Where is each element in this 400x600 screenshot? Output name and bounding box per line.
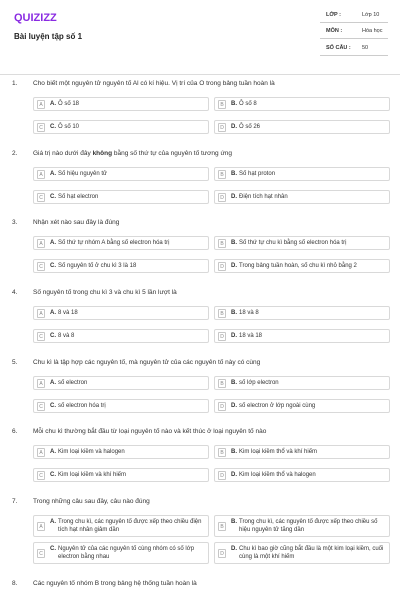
meta-value-class: Lớp 10 xyxy=(362,12,380,18)
question-number: 7. xyxy=(12,498,18,505)
option-letter: B xyxy=(218,448,226,457)
option-letter: C xyxy=(37,332,45,341)
option-letter: C xyxy=(37,471,45,480)
question-text-emphasis: không xyxy=(92,150,113,157)
option-text: 8 và 8 xyxy=(58,333,75,339)
meta-label-class: LỚP : xyxy=(326,12,341,18)
option-letter: B xyxy=(218,522,226,531)
option-key: A. xyxy=(50,449,56,455)
meta-divider xyxy=(320,38,388,39)
option-b[interactable] xyxy=(214,97,390,111)
option-key: C. xyxy=(50,403,56,409)
option-letter: A xyxy=(37,309,45,318)
option-letter: B xyxy=(218,170,226,179)
option-letter: A xyxy=(37,379,45,388)
option-text: Số hạt electron xyxy=(58,194,99,200)
option-key: D. xyxy=(231,546,237,552)
option-letter: B xyxy=(218,379,226,388)
option-text: Ô số 26 xyxy=(239,124,261,130)
option-a[interactable] xyxy=(33,236,209,250)
option-key: D. xyxy=(231,472,237,478)
option-letter: A xyxy=(37,170,45,179)
option-key: A. xyxy=(50,240,56,246)
option-key: D. xyxy=(231,403,237,409)
option-text: Số nguyên tố ở chu kì 3 là 18 xyxy=(58,263,137,269)
question-text-part: bằng số thứ tự của nguyên tố tương ứng xyxy=(112,150,233,157)
meta-label-count: SỐ CÂU : xyxy=(326,45,351,51)
option-letter: D xyxy=(218,402,226,411)
option-a[interactable] xyxy=(33,376,209,390)
option-text: Kim loại kiềm và khí hiếm xyxy=(58,472,127,478)
option-c[interactable] xyxy=(33,542,209,564)
question-text: Chu kì là tập hợp các nguyên tố, mà nguyên tử của các nguyên tố này có cùng xyxy=(33,359,261,366)
question-number: 5. xyxy=(12,359,18,366)
option-b[interactable] xyxy=(214,445,390,459)
option-b[interactable] xyxy=(214,515,390,537)
option-text: Nguyên tử của các nguyên tố cùng nhóm có số lớp electron bằng nhau xyxy=(58,546,195,560)
option-key: A. xyxy=(50,101,56,107)
question-text: Cho biết một nguyên tử nguyên tố Al có kí hiệu. Vị trí của O trong bảng tuần hoàn là xyxy=(33,80,275,87)
option-key: D. xyxy=(231,124,237,130)
option-letter: B xyxy=(218,309,226,318)
option-b[interactable] xyxy=(214,306,390,320)
meta-value-count: 50 xyxy=(362,45,369,51)
option-letter: A xyxy=(37,448,45,457)
option-a[interactable] xyxy=(33,445,209,459)
option-key: D. xyxy=(231,333,237,339)
option-key: A. xyxy=(50,310,56,316)
option-a[interactable] xyxy=(33,515,209,537)
option-key: B. xyxy=(231,449,237,455)
option-d[interactable] xyxy=(214,542,390,564)
option-letter: D xyxy=(218,262,226,271)
option-a[interactable] xyxy=(33,97,209,111)
option-text: Trong chu kì, các nguyên tố được xếp theo chiều điện tích hạt nhân giảm dần xyxy=(58,519,202,533)
question-number: 2. xyxy=(12,150,18,157)
question-text: Trong những câu sau đây, câu nào đúng xyxy=(33,498,150,505)
option-letter: A xyxy=(37,522,45,531)
option-d[interactable] xyxy=(214,329,390,343)
quizizz-logo xyxy=(14,10,60,24)
option-text: Trong chu kì, các nguyên tố được xếp theo chiều số hiệu nguyên tử tăng dần xyxy=(239,519,378,533)
question-text: Nhận xét nào sau đây là đúng xyxy=(33,219,120,226)
option-letter: D xyxy=(218,332,226,341)
svg-text:QUIZIZZ: QUIZIZZ xyxy=(14,12,57,24)
option-key: B. xyxy=(231,519,237,525)
option-d[interactable] xyxy=(214,259,390,273)
option-text: 18 và 8 xyxy=(239,310,259,316)
option-key: C. xyxy=(50,124,56,130)
option-text: 8 và 18 xyxy=(58,310,78,316)
option-text: Số thứ tự nhóm A bằng số electron hóa trị xyxy=(58,240,170,246)
option-b[interactable] xyxy=(214,167,390,181)
option-text: 18 và 18 xyxy=(239,333,263,339)
header-divider xyxy=(0,74,400,75)
option-key: B. xyxy=(231,310,237,316)
option-key: D. xyxy=(231,194,237,200)
option-key: A. xyxy=(50,519,56,525)
option-key: B. xyxy=(231,171,237,177)
option-key: B. xyxy=(231,380,237,386)
question-number: 4. xyxy=(12,289,18,296)
option-key: C. xyxy=(50,194,56,200)
option-letter: B xyxy=(218,100,226,109)
meta-value-subject: Hóa học xyxy=(362,28,383,34)
question-text: Mỗi chu kì thường bắt đầu từ loại nguyên tố nào và kết thúc ở loại nguyên tố nào xyxy=(33,428,267,435)
option-c[interactable] xyxy=(33,329,209,343)
option-c[interactable] xyxy=(33,190,209,204)
option-text: Kim loại kiềm và halogen xyxy=(58,449,125,455)
option-key: D. xyxy=(231,263,237,269)
option-key: C. xyxy=(50,546,56,552)
option-b[interactable] xyxy=(214,236,390,250)
option-key: A. xyxy=(50,171,56,177)
option-letter: D xyxy=(218,549,226,558)
option-text: số electron ở lớp ngoài cùng xyxy=(239,403,316,409)
option-text: Ô số 8 xyxy=(239,101,257,107)
option-key: C. xyxy=(50,263,56,269)
option-a[interactable] xyxy=(33,306,209,320)
option-c[interactable] xyxy=(33,120,209,134)
option-letter: C xyxy=(37,549,45,558)
question-number: 3. xyxy=(12,219,18,226)
option-letter: C xyxy=(37,123,45,132)
question-text: Số nguyên tố trong chu kì 3 và chu kì 5 lần lượt là xyxy=(33,289,177,296)
option-letter: D xyxy=(218,193,226,202)
option-text: số lớp electron xyxy=(239,380,279,386)
option-key: A. xyxy=(50,380,56,386)
option-key: B. xyxy=(231,240,237,246)
option-c[interactable] xyxy=(33,259,209,273)
meta-divider xyxy=(320,22,388,23)
option-key: B. xyxy=(231,101,237,107)
option-text: Kim loại kiềm thổ và halogen xyxy=(239,472,316,478)
option-text: Số hạt proton xyxy=(239,171,276,177)
option-text: Số hiệu nguyên tử xyxy=(58,171,108,177)
option-b[interactable] xyxy=(214,376,390,390)
option-d[interactable] xyxy=(214,120,390,134)
option-letter: A xyxy=(37,239,45,248)
option-text: Ô số 10 xyxy=(58,124,80,130)
option-a[interactable] xyxy=(33,167,209,181)
option-d[interactable] xyxy=(214,399,390,413)
question-text-part: Giá trị nào dưới đây xyxy=(33,150,93,157)
option-text: Ô số 18 xyxy=(58,101,80,107)
option-letter: D xyxy=(218,123,226,132)
quiz-title: Bài luyện tập số 1 xyxy=(14,32,83,41)
question-text: Các nguyên tố nhóm B trong bảng hệ thống tuần hoàn là xyxy=(33,580,197,587)
option-c[interactable] xyxy=(33,399,209,413)
option-text: Chu kì bao giờ cũng bắt đầu là một kim loại kiềm, cuối cùng là một khí hiếm xyxy=(239,546,384,560)
question-number: 1. xyxy=(12,80,18,87)
option-key: C. xyxy=(50,333,56,339)
question-number: 6. xyxy=(12,428,18,435)
option-text: số electron hóa trị xyxy=(58,403,106,409)
question-text xyxy=(33,150,232,157)
option-d[interactable] xyxy=(214,468,390,482)
option-letter: C xyxy=(37,262,45,271)
option-letter: D xyxy=(218,471,226,480)
option-d[interactable] xyxy=(214,190,390,204)
option-letter: C xyxy=(37,193,45,202)
option-text: Số thứ tự chu kì bằng số electron hóa trị xyxy=(239,240,347,246)
meta-divider xyxy=(320,55,388,56)
option-letter: C xyxy=(37,402,45,411)
meta-label-subject: MÔN : xyxy=(326,28,343,34)
question-number: 8. xyxy=(12,580,18,587)
option-letter: A xyxy=(37,100,45,109)
option-key: C. xyxy=(50,472,56,478)
worksheet-header xyxy=(0,0,400,75)
option-text: số electron xyxy=(58,380,88,386)
option-text: Kim loại kiềm thổ và khí hiếm xyxy=(239,449,318,455)
option-text: Trong bảng tuần hoàn, số chu kì nhỏ bằng 2 xyxy=(239,263,357,269)
option-c[interactable] xyxy=(33,468,209,482)
option-text: Điện tích hạt nhân xyxy=(239,194,288,200)
option-letter: B xyxy=(218,239,226,248)
